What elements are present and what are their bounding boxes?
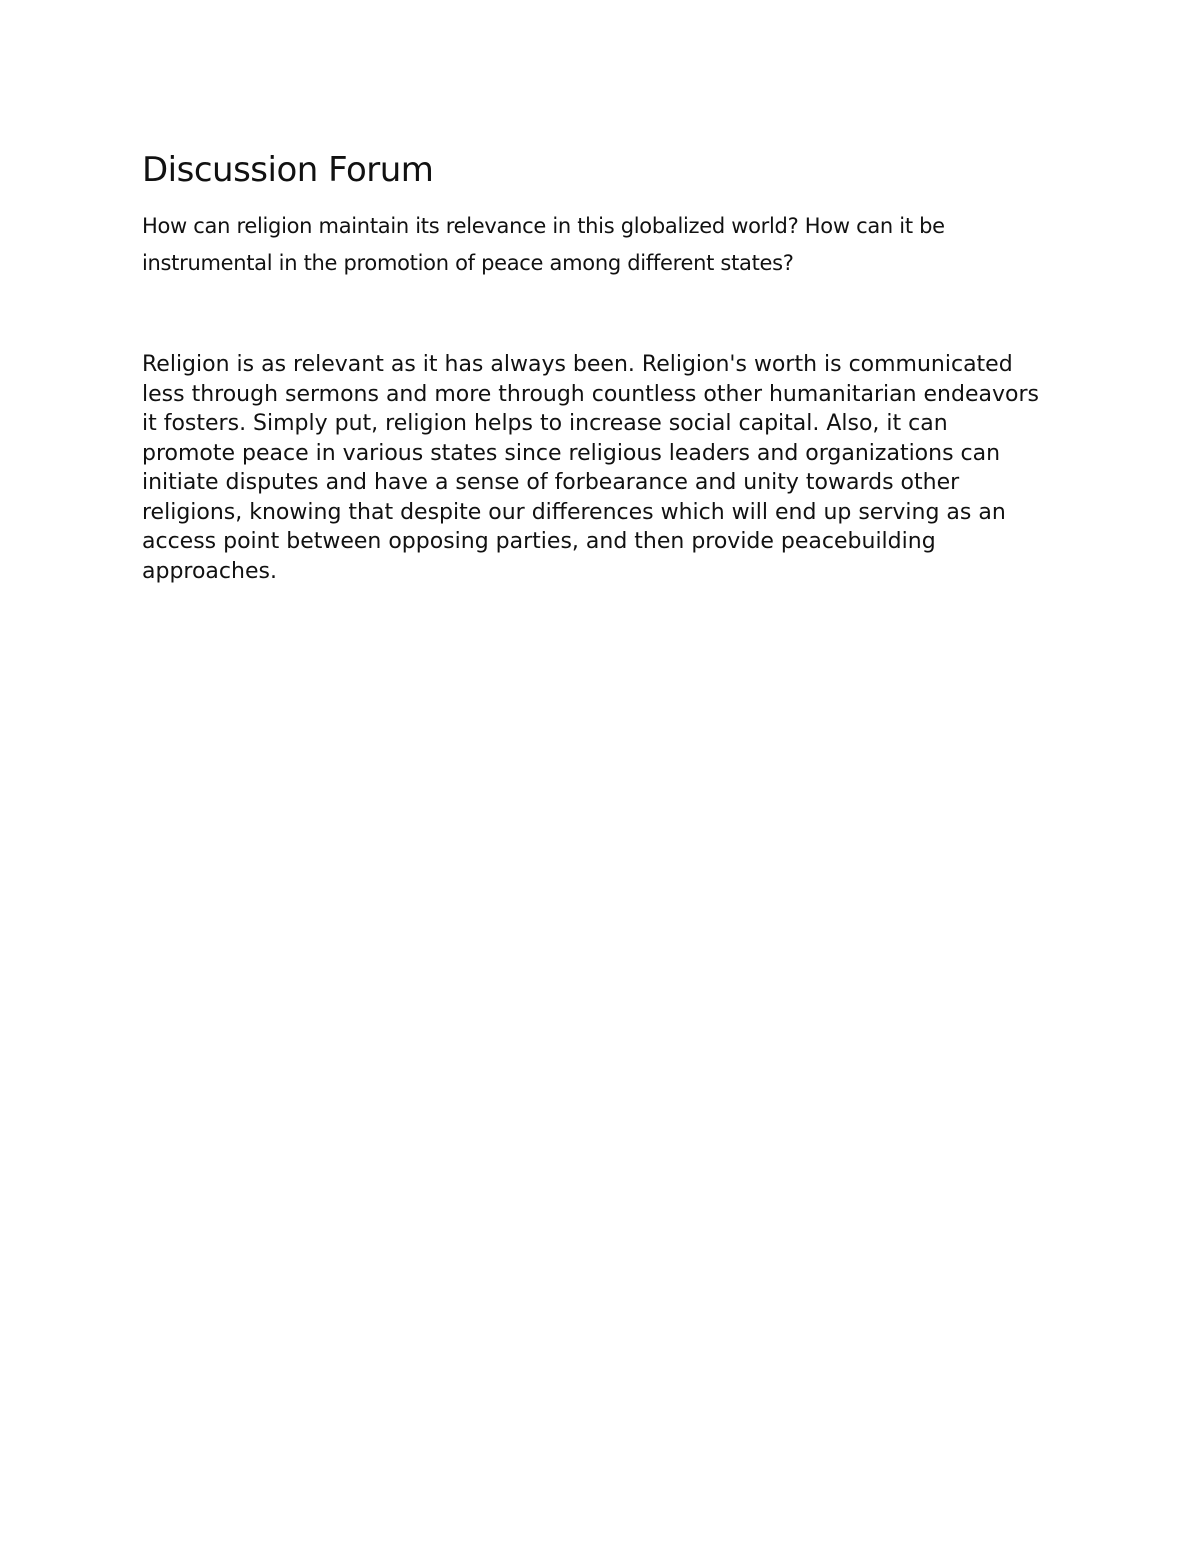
document-page xyxy=(142,148,1042,586)
discussion-answer: Religion is as relevant as it has always been. Religion's worth is communicated less through sermons and more through countless other humanitarian endeavors it fosters. Simply put, religion helps to increase social capital. Also, it can promote peace in various states since religious leaders and organizations can initiate disputes and have a sense of forbearance and unity towards other religions, knowing that despite our differences which will end up serving as an access point between opposing parties, and then provide peacebuilding approaches. xyxy=(142,352,1039,584)
page-title: Discussion Forum xyxy=(142,150,434,190)
discussion-question: How can religion maintain its relevance in this globalized world? How can it be instrumental in the promotion of peace among different states? xyxy=(142,214,945,275)
